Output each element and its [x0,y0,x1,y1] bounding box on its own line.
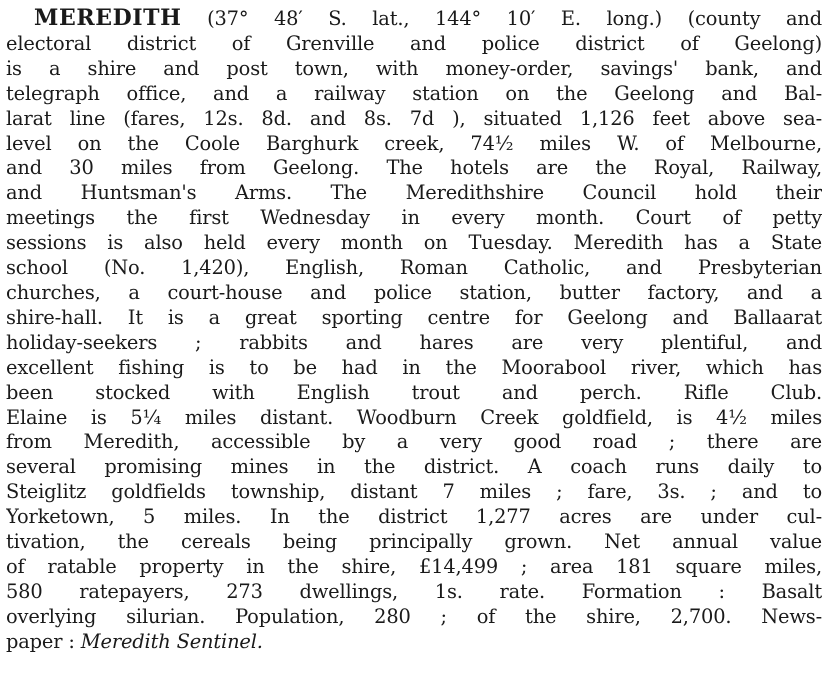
entry-line: meetings the first Wednesday in every month. Court of petty [6,206,822,230]
entry-headword: MEREDITH [34,6,182,31]
entry-line: 580 ratepayers, 273 dwellings, 1s. rate. Formation : Basalt [6,579,822,603]
entry-line: shire-hall. It is a great sporting centre for Geelong and Ballaarat [6,305,822,329]
entry-line: school (No. 1,420), English, Roman Catholic, and Presbyterian [6,256,822,280]
entry-line: and 30 miles from Geelong. The hotels are the Royal, Railway, [6,156,822,180]
entry-line: been stocked with English trout and perch. Rifle Club. [6,380,822,404]
entry-line: of ratable property in the shire, £14,499 ; area 181 square miles, [6,554,822,578]
entry-line: holiday-seekers ; rabbits and hares are very plentiful, and [6,330,822,354]
entry-line-prefix: paper : [6,629,81,653]
entry-line: telegraph office, and a railway station on the Geelong and Bal- [6,81,822,105]
entry-line: Steiglitz goldfields township, distant 7 miles ; fare, 3s. ; and to [6,480,822,504]
entry-line: level on the Coole Barghurk creek, 74½ miles W. of Melbourne, [6,131,822,155]
entry-first-line [6,6,822,32]
entry-line: from Meredith, accessible by a very good road ; there are [6,430,822,454]
newspaper-title: Meredith Sentinel. [80,629,263,653]
entry-line: Yorketown, 5 miles. In the district 1,277 acres are under cul- [6,505,822,529]
entry-line: electoral district of Grenville and police district of Geelong) [6,31,822,55]
entry-line: larat line (fares, 12s. 8d. and 8s. 7d ), situated 1,126 feet above sea- [6,106,822,130]
entry-line: (37° 48′ S. lat., 144° 10′ E. long.) (county and [181,7,822,30]
entry-line: excellent fishing is to be had in the Moorabool river, which has [6,355,822,379]
entry-line: tivation, the cereals being principally grown. Net annual value [6,530,822,554]
entry-line: churches, a court-house and police station, butter factory, and a [6,280,822,304]
gazetteer-entry [6,6,822,655]
entry-last-line [6,630,822,655]
entry-line: and Huntsman's Arms. The Meredithshire Council hold their [6,181,822,205]
entry-line: Elaine is 5¼ miles distant. Woodburn Creek goldfield, is 4½ miles [6,405,822,429]
entry-line: sessions is also held every month on Tuesday. Meredith has a State [6,231,822,255]
entry-line: is a shire and post town, with money-order, savings' bank, and [6,56,822,80]
entry-line: several promising mines in the district. A coach runs daily to [6,455,822,479]
entry-line: overlying silurian. Population, 280 ; of the shire, 2,700. News- [6,604,822,628]
